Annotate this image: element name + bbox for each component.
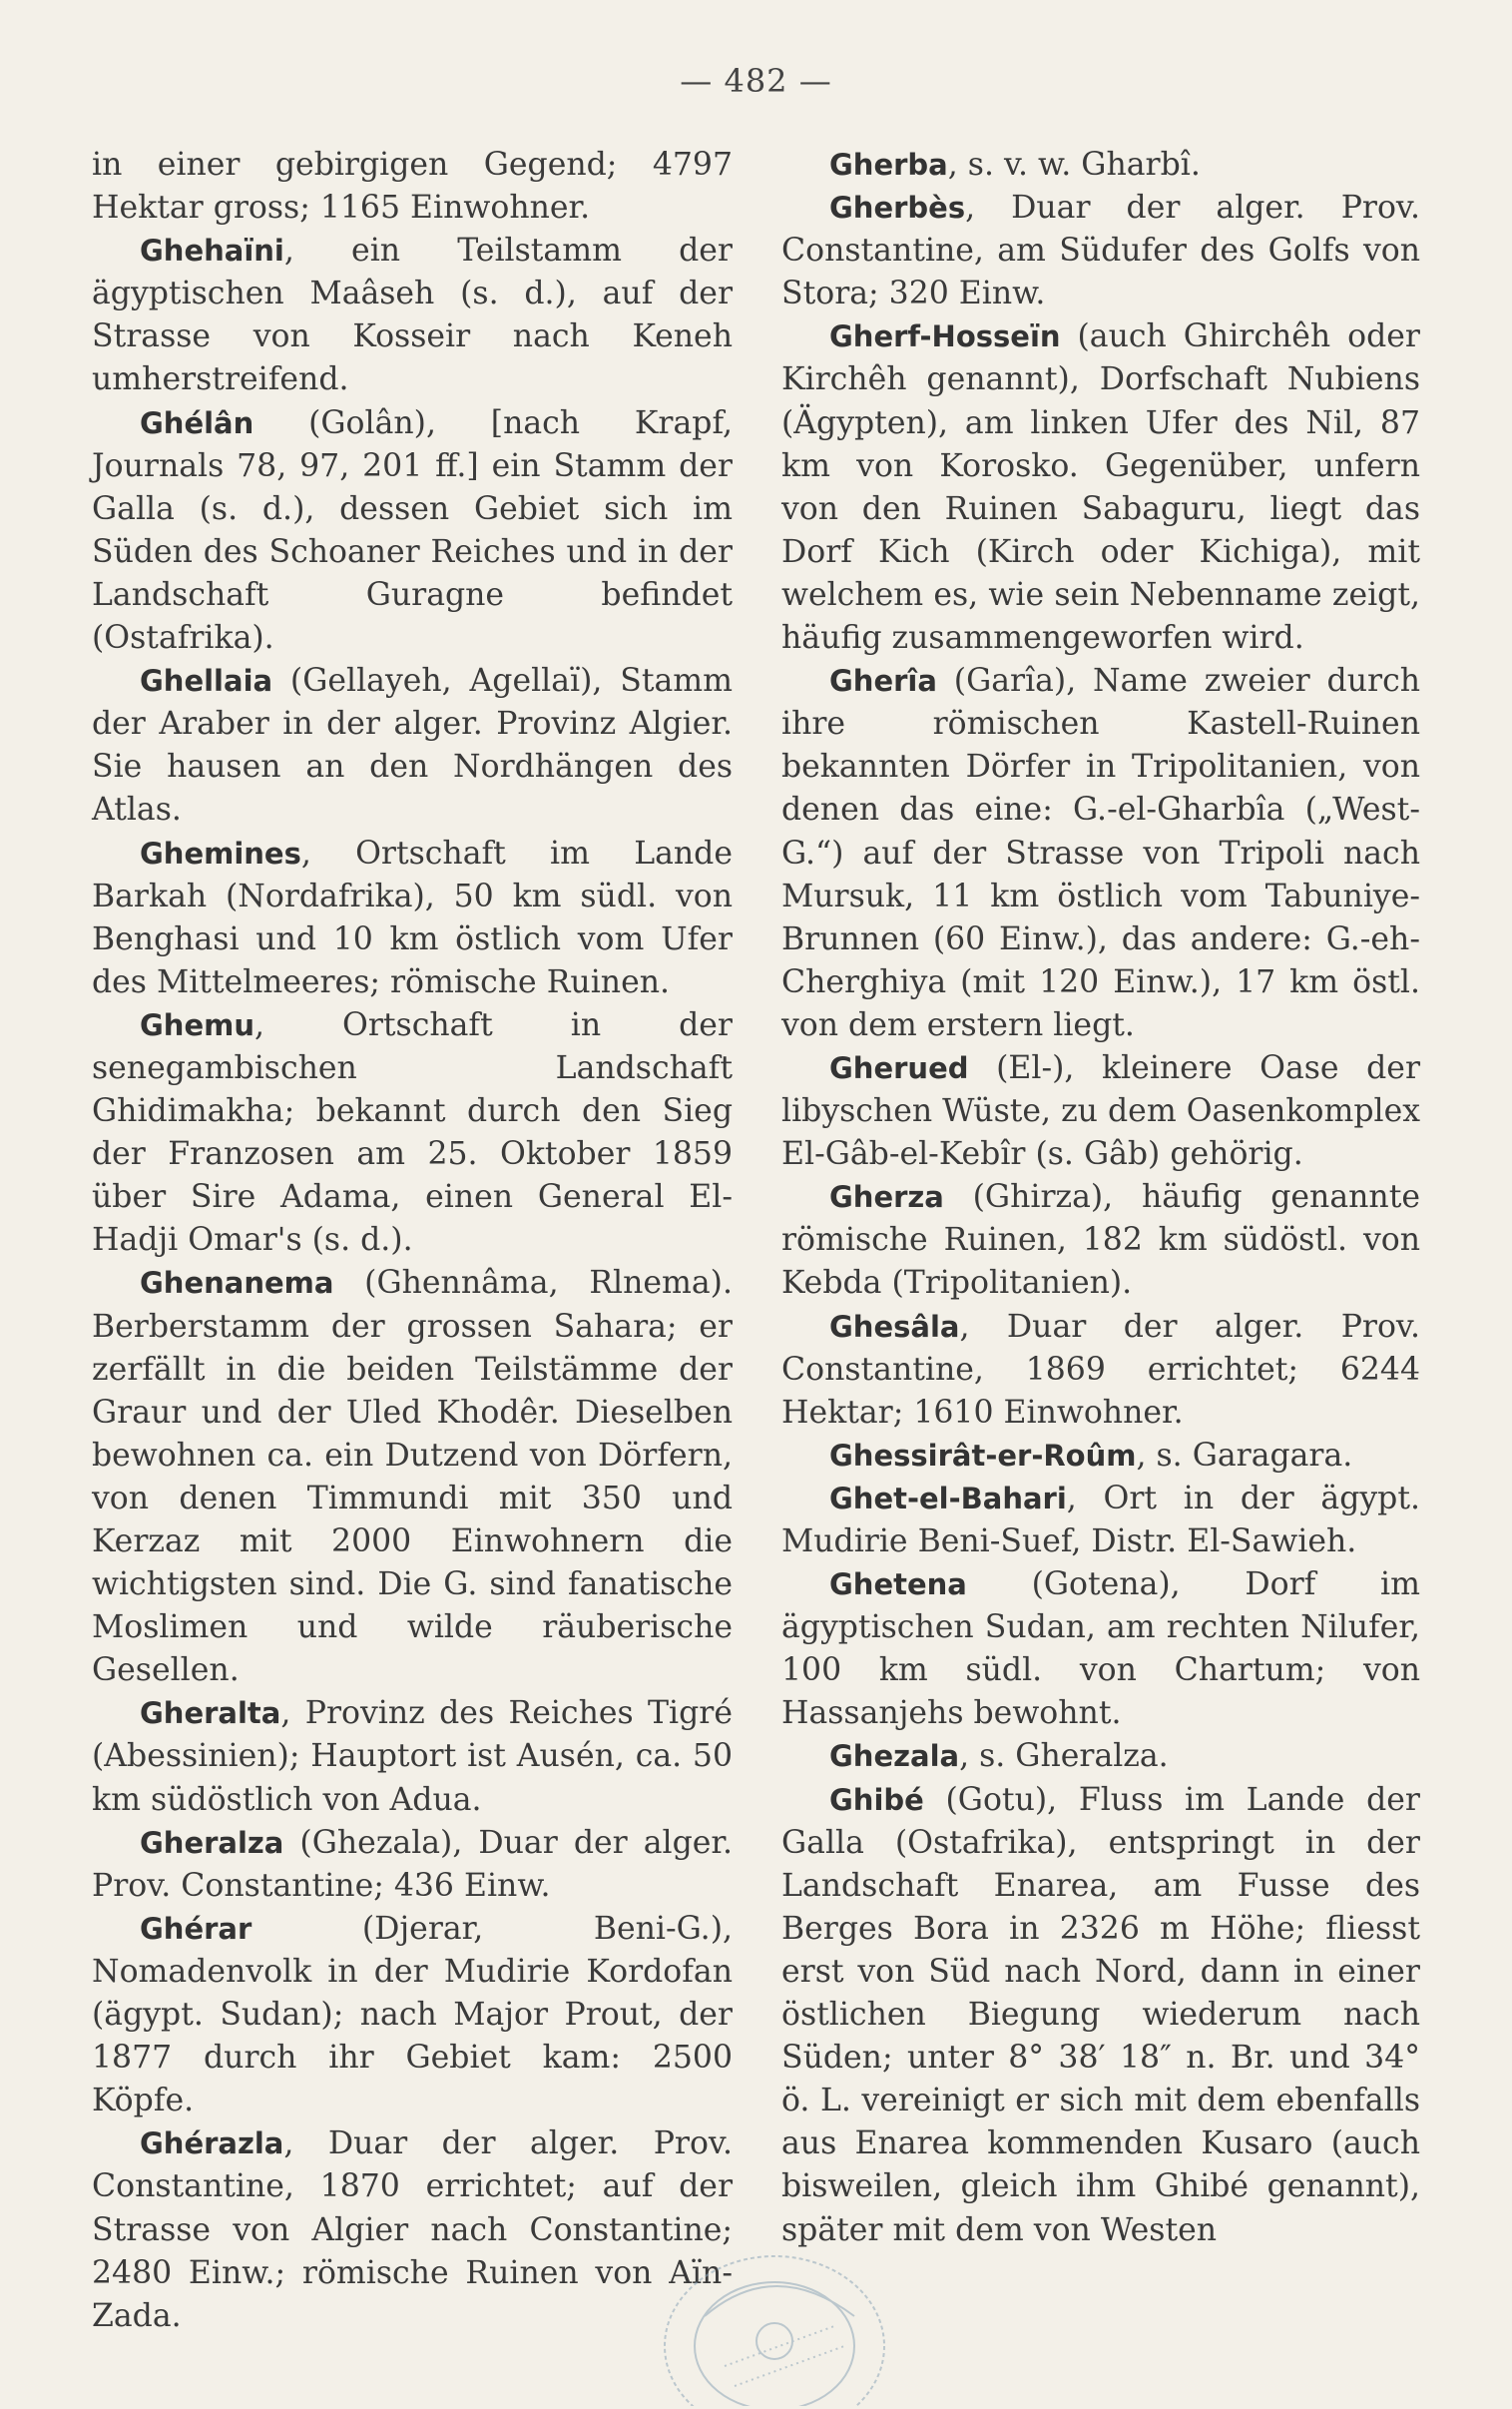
entry-headword: Gherf-Hosseïn bbox=[829, 319, 1061, 354]
entry-paragraph bbox=[781, 1478, 1420, 1563]
left-column bbox=[92, 144, 733, 2338]
entry-headword: Gherbès bbox=[829, 191, 966, 226]
entry-headword: Ghérazla bbox=[140, 2126, 284, 2161]
entry-paragraph bbox=[92, 402, 733, 661]
entry-text: , Ort in der ägypt. Mudirie Beni-Suef, Distr. El-Sawieh. bbox=[781, 1480, 1420, 1559]
entry-headword: Gheralza bbox=[140, 1825, 284, 1860]
entry-paragraph bbox=[92, 1692, 733, 1821]
entry-headword: Ghemines bbox=[140, 836, 301, 871]
entry-text: (Ghennâma, Rlnema). Berberstamm der grossen Sahara; er zerfällt in die beiden Teilstämme der Graur und der Uled Khodêr. Dieselben bewohnen ca. ein Dutzend von Dörfern, von denen Timmundi mit 350 und Kerzaz mit 2000 Einwohnern die wichtigsten sind. Die G. sind fanatische Moslimen und wilde räuberische Gesellen. bbox=[92, 1265, 733, 1689]
entry-paragraph bbox=[781, 1563, 1420, 1735]
entry-paragraph bbox=[781, 187, 1420, 315]
right-column bbox=[781, 144, 1420, 2252]
entry-text: in einer gebirgigen Gegend; 4797 Hektar gross; 1165 Einwohner. bbox=[92, 147, 733, 227]
entry-paragraph bbox=[92, 1822, 733, 1908]
entry-text: (Djerar, Beni-G.), Nomadenvolk in der Mudirie Kordofan (ägypt. Sudan); nach Major Prout, der 1877 durch ihr Gebiet kam: 2500 Köpfe. bbox=[92, 1910, 733, 2119]
entry-text: , s. Garagara. bbox=[1136, 1437, 1353, 1474]
entry-text: , s. v. w. Gharbî. bbox=[947, 147, 1201, 183]
library-stamp-icon bbox=[635, 2216, 904, 2406]
entry-headword: Ghellaia bbox=[140, 664, 273, 699]
entry-headword: Gheralta bbox=[140, 1696, 281, 1731]
entry-headword: Ghesâla bbox=[829, 1309, 960, 1344]
entry-paragraph bbox=[781, 1435, 1420, 1478]
entry-paragraph bbox=[92, 1908, 733, 2122]
entry-paragraph bbox=[781, 1047, 1420, 1176]
entry-paragraph bbox=[781, 1779, 1420, 2252]
entry-paragraph bbox=[781, 1176, 1420, 1305]
entry-headword: Ghenanema bbox=[140, 1266, 334, 1301]
entry-text: , Duar der alger. Prov. Constantine, 1869 errichtet; 6244 Hektar; 1610 Einwohner. bbox=[781, 1308, 1420, 1431]
entry-text: , Provinz des Reiches Tigré (Abessinien); Hauptort ist Ausén, ca. 50 km südöstlich von Adua. bbox=[92, 1695, 733, 1818]
entry-headword: Gherued bbox=[829, 1050, 969, 1085]
entry-headword: Ghérar bbox=[140, 1911, 252, 1946]
entry-paragraph bbox=[92, 833, 733, 1004]
entry-paragraph bbox=[781, 1306, 1420, 1435]
entry-text: (Gotena), Dorf im ägyptischen Sudan, am rechten Nilufer, 100 km südl. von Chartum; von Hassanjehs bewohnt. bbox=[781, 1566, 1420, 1732]
entry-text: (Ghezala), Duar der alger. Prov. Constantine; 436 Einw. bbox=[92, 1824, 733, 1904]
entry-paragraph bbox=[92, 660, 733, 832]
entry-paragraph bbox=[92, 1262, 733, 1692]
entry-text: , Duar der alger. Prov. Constantine, 1870 errichtet; auf der Strasse von Algier nach Constantine; 2480 Einw.; römische Ruinen von Aïn-Zada. bbox=[92, 2125, 733, 2334]
entry-text: (Gellayeh, Agellaï), Stamm der Araber in der alger. Provinz Algier. Sie hausen an den Nordhängen des Atlas. bbox=[92, 663, 733, 829]
entry-text: , Duar der alger. Prov. Constantine, am Südufer des Golfs von Stora; 320 Einw. bbox=[781, 190, 1420, 312]
entry-text: , Ortschaft in der senegambischen Landschaft Ghidimakha; bekannt durch den Sieg der Franzosen am 25. Oktober 1859 über Sire Adama, einen General El-Hadji Omar's (s. d.). bbox=[92, 1006, 733, 1259]
page-number: — 482 — bbox=[680, 62, 832, 100]
entry-text: (Ghirza), häufig genannte römische Ruinen, 182 km südöstl. von Kebda (Tripolitanien). bbox=[781, 1179, 1420, 1302]
entry-text: (Garîa), Name zweier durch ihre römischen Kastell-Ruinen bekannten Dörfer in Tripolitanien, von denen das eine: G.-el-Gharbîa („West-G.“) auf der Strasse von Tripoli nach Mursuk, 11 km östlich vom Tabuniye-Brunnen (60 Einw.), das andere: G.-eh-Cherghiya (mit 120 Einw.), 17 km östl. von dem erstern liegt. bbox=[781, 663, 1420, 1043]
entry-paragraph bbox=[92, 1004, 733, 1263]
entry-headword: Ghezala bbox=[829, 1739, 960, 1774]
entry-paragraph bbox=[781, 144, 1420, 187]
entry-paragraph bbox=[92, 230, 733, 401]
entry-headword: Ghessirât-er-Roûm bbox=[829, 1438, 1137, 1473]
entry-text: (auch Ghirchêh oder Kirchêh genannt), Dorfschaft Nubiens (Ägypten), am linken Ufer des Nil, 87 km von Korosko. Gegenüber, unfern von den Ruinen Sabaguru, liegt das Dorf Kich (Kirch oder Kichiga), mit welchem es, wie sein Nebenname zeigt, häufig zusammengeworfen wird. bbox=[781, 318, 1420, 657]
entry-headword: Ghemu bbox=[140, 1007, 254, 1042]
entry-headword: Gherba bbox=[829, 148, 948, 182]
entry-text: , s. Gheralza. bbox=[959, 1738, 1169, 1775]
entry-paragraph bbox=[92, 144, 733, 230]
entry-paragraph bbox=[781, 1735, 1420, 1778]
entry-headword: Ghibé bbox=[829, 1782, 924, 1817]
entry-headword: Ghetena bbox=[829, 1567, 967, 1602]
entry-paragraph bbox=[781, 315, 1420, 660]
entry-text: (Golân), [nach Krapf, Journals 78, 97, 201 ff.] ein Stamm der Galla (s. d.), dessen Gebiet sich im Süden des Schoaner Reiches und in der Landschaft Guragne befindet (Ostafrika). bbox=[92, 404, 733, 657]
entry-paragraph bbox=[781, 660, 1420, 1047]
entry-headword: Ghet-el-Bahari bbox=[829, 1481, 1067, 1515]
entry-headword: Gherîa bbox=[829, 664, 937, 699]
entry-text: (El-), kleinere Oase der libyschen Wüste, zu dem Oasenkomplex El-Gâb-el-Kebîr (s. Gâb) gehörig. bbox=[781, 1049, 1420, 1173]
entry-text: , ein Teilstamm der ägyptischen Maâseh (s. d.), auf der Strasse von Kosseir nach Keneh umherstreifend. bbox=[92, 233, 733, 398]
entry-headword: Ghehaïni bbox=[140, 234, 284, 269]
entry-text: (Gotu), Fluss im Lande der Galla (Ostafrika), entspringt in der Landschaft Enarea, am Fusse des Berges Bora in 2326 m Höhe; fliesst erst von Süd nach Nord, dann in einer östlichen Biegung wiederum nach Süden; unter 8° 38′ 18″ n. Br. und 34° ö. L. vereinigt er sich mit dem ebenfalls aus Enarea kommenden Kusaro (auch bisweilen, gleich ihm Ghibé genannt), später mit dem von Westen bbox=[781, 1781, 1420, 2248]
entry-headword: Gherza bbox=[829, 1180, 944, 1215]
entry-headword: Ghélân bbox=[140, 405, 254, 440]
entry-text: , Ortschaft im Lande Barkah (Nordafrika), 50 km südl. von Benghasi und 10 km östlich vom Ufer des Mittelmeeres; römische Ruinen. bbox=[92, 835, 733, 1000]
